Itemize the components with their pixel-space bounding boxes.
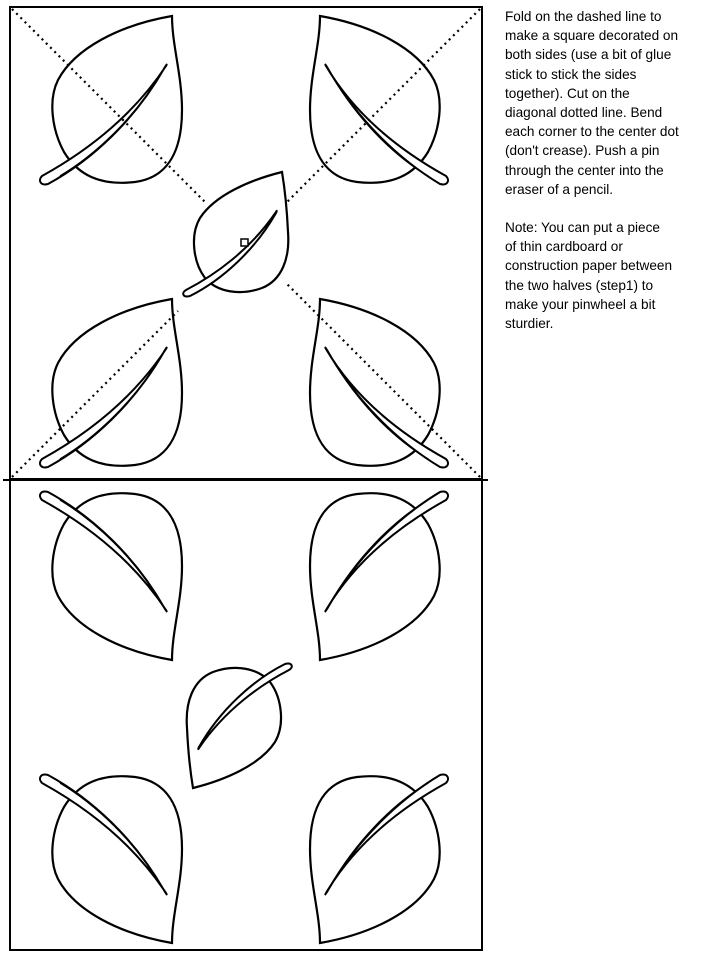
leaf-bottom-upper-right: [310, 492, 448, 660]
leaf-bottom-lower-left: [40, 775, 182, 943]
instructions-fold-cut: Fold on the dashed line to make a square decorated on both sides (use a bit of glue stick to stick the sides together). Cut on the diagonal dotted line. Bend each corner to the center dot (don't crease). Push a pin through the center into the eraser of a pencil.: [505, 9, 679, 197]
leaf-middle-right: [310, 299, 448, 467]
leaf-middle-left: [40, 299, 182, 467]
instructions-note: Note: You can put a piece of thin cardboard or construction paper between the two halves (step1) to make your pinwheel a bit sturdier.: [505, 220, 673, 332]
center-dot: [241, 239, 248, 246]
leaf-center-top: [183, 172, 288, 296]
leaf-bottom-lower-right: [310, 775, 448, 943]
leaf-bottom-upper-left: [40, 492, 182, 660]
instructions: [505, 7, 717, 352]
leaf-center-bottom: [187, 664, 292, 788]
